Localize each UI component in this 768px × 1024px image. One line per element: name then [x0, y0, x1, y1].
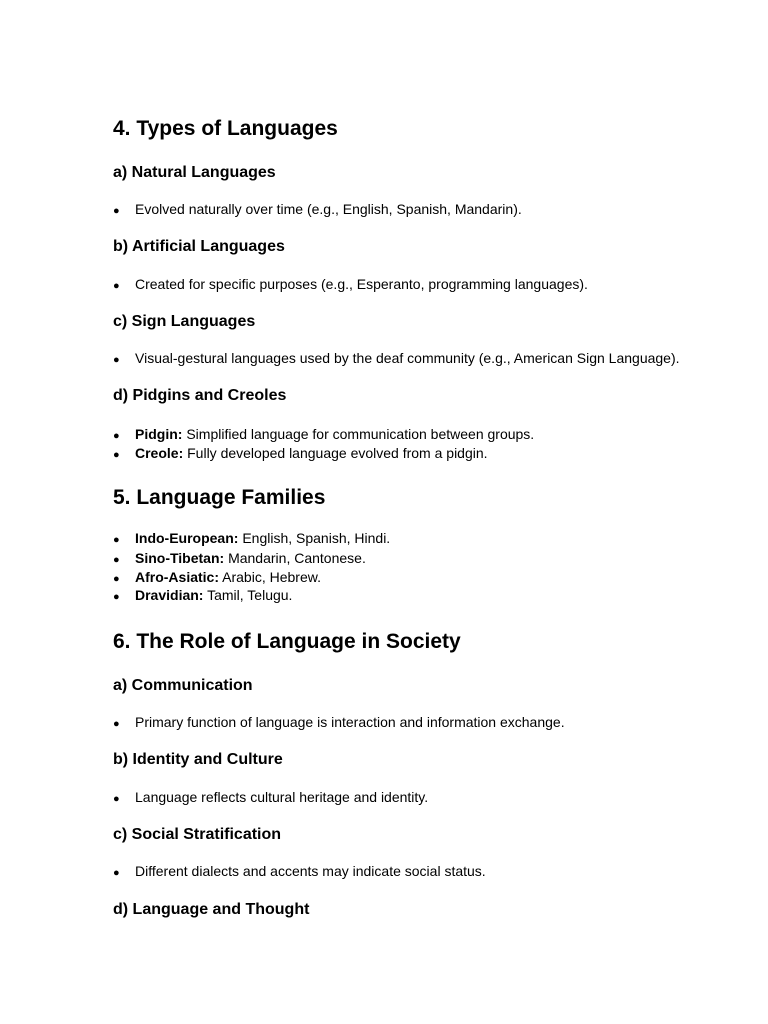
bullet-icon: ● [113, 718, 120, 730]
list-item-text: Different dialects and accents may indicate social status. [135, 863, 486, 879]
list-item-term: Sino-Tibetan: [135, 550, 225, 566]
list-item [113, 788, 428, 808]
section-heading-language-families: 5. Language Families [113, 486, 326, 509]
bullet-icon: ● [113, 430, 120, 442]
list-item [113, 275, 588, 295]
list-item-term: Pidgin: [135, 426, 183, 442]
bullet-icon: ● [113, 354, 120, 366]
list-item [113, 568, 321, 588]
list-item-text: Tamil, Telugu. [203, 587, 293, 603]
bullet-icon: ● [113, 534, 120, 546]
subheading-identity-and-culture: b) Identity and Culture [113, 751, 283, 768]
section-heading-types-of-languages: 4. Types of Languages [113, 117, 338, 140]
bullet-icon: ● [113, 867, 120, 879]
list-item [113, 529, 390, 549]
list-item-text: Simplified language for communication between groups. [182, 426, 535, 442]
list-item-text: Visual-gestural languages used by the deaf community (e.g., American Sign Language). [135, 350, 680, 366]
list-item-term: Dravidian: [135, 587, 204, 603]
subheading-language-and-thought: d) Language and Thought [113, 901, 310, 918]
subheading-artificial-languages: b) Artificial Languages [113, 238, 285, 255]
list-item [113, 586, 292, 606]
list-item [113, 349, 680, 369]
list-item-text: Primary function of language is interaction and information exchange. [135, 714, 565, 730]
list-item-text: Mandarin, Cantonese. [224, 550, 366, 566]
subheading-social-stratification: c) Social Stratification [113, 826, 282, 843]
subheading-communication: a) Communication [113, 677, 253, 694]
list-item [113, 444, 488, 464]
list-item-text: Created for specific purposes (e.g., Esperanto, programming languages). [135, 276, 588, 292]
list-item-text: Evolved naturally over time (e.g., English, Spanish, Mandarin). [135, 201, 522, 217]
subheading-pidgins-and-creoles: d) Pidgins and Creoles [113, 387, 287, 404]
list-item [113, 200, 522, 220]
list-item-text: Arabic, Hebrew. [219, 569, 321, 585]
bullet-icon: ● [113, 205, 120, 217]
subheading-sign-languages: c) Sign Languages [113, 313, 256, 330]
list-item-text: Language reflects cultural heritage and identity. [135, 789, 429, 805]
list-item-text: English, Spanish, Hindi. [238, 530, 391, 546]
list-item [113, 862, 486, 882]
bullet-icon: ● [113, 449, 120, 461]
list-item-term: Afro-Asiatic: [135, 569, 220, 585]
list-item [113, 549, 366, 569]
list-item-term: Creole: [135, 445, 184, 461]
section-heading-role-of-language: 6. The Role of Language in Society [113, 630, 461, 653]
bullet-icon: ● [113, 793, 120, 805]
bullet-icon: ● [113, 554, 120, 566]
list-item [113, 425, 534, 445]
bullet-icon: ● [113, 591, 120, 603]
bullet-icon: ● [113, 573, 120, 585]
list-item-text: Fully developed language evolved from a pidgin. [183, 445, 488, 461]
list-item-term: Indo-European: [135, 530, 239, 546]
subheading-natural-languages: a) Natural Languages [113, 164, 276, 181]
bullet-icon: ● [113, 280, 120, 292]
list-item [113, 713, 565, 733]
